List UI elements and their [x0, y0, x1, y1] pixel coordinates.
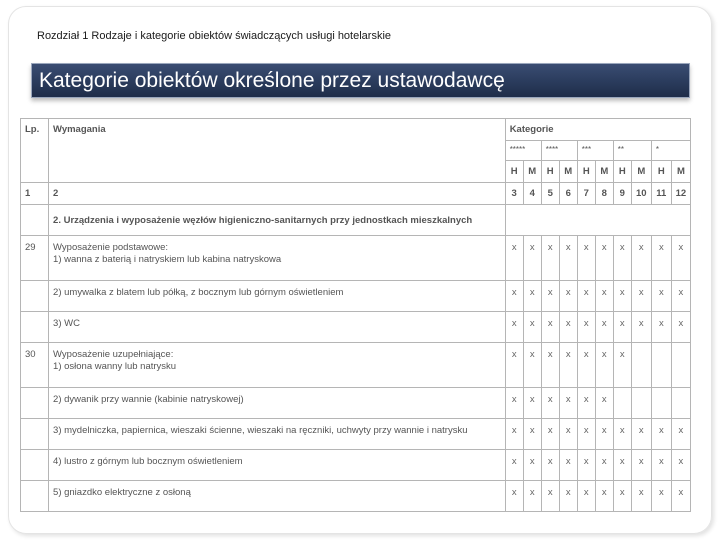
mark-cell: x	[505, 236, 523, 281]
mark-cell: x	[505, 281, 523, 312]
stars-3: ***	[577, 141, 613, 161]
number-cell: 2	[49, 183, 506, 205]
table-row	[21, 281, 691, 312]
mark-cell: x	[651, 481, 671, 512]
mark-cell	[613, 388, 631, 419]
mark-cell: x	[631, 281, 651, 312]
row-description	[49, 281, 506, 312]
mark-cell: x	[577, 343, 595, 388]
mark-cell: x	[559, 343, 577, 388]
row-lp	[21, 481, 49, 512]
hm-cell: M	[671, 161, 690, 183]
row-lp	[21, 388, 49, 419]
mark-cell: x	[577, 450, 595, 481]
mark-cell: x	[523, 312, 541, 343]
row-description-line: 1) osłona wanny lub natrysku	[53, 361, 177, 372]
mark-cell: x	[631, 481, 651, 512]
mark-cell: x	[595, 388, 613, 419]
mark-cell: x	[613, 312, 631, 343]
mark-cell: x	[613, 236, 631, 281]
mark-cell: x	[541, 312, 559, 343]
section-empty-cell	[505, 205, 690, 236]
row-description-line: 3) mydelniczka, papiernica, wieszaki ścienne, wieszaki na ręczniki, uchwyty przy wannie i natrysku	[53, 425, 468, 436]
number-cell: 8	[595, 183, 613, 205]
mark-cell	[631, 388, 651, 419]
number-cell: 9	[613, 183, 631, 205]
chapter-title: Rozdział 1 Rodzaje i kategorie obiektów świadczących usługi hotelarskie	[37, 30, 392, 42]
mark-cell: x	[613, 419, 631, 450]
mark-cell: x	[671, 450, 690, 481]
number-cell: 10	[631, 183, 651, 205]
mark-cell: x	[577, 281, 595, 312]
mark-cell: x	[631, 450, 651, 481]
number-cell: 11	[651, 183, 671, 205]
hm-cell: H	[577, 161, 595, 183]
header-lp: Lp.	[21, 119, 49, 183]
mark-cell: x	[595, 281, 613, 312]
mark-cell: x	[505, 343, 523, 388]
hm-cell: H	[651, 161, 671, 183]
mark-cell: x	[577, 481, 595, 512]
mark-cell: x	[559, 450, 577, 481]
number-cell: 4	[523, 183, 541, 205]
mark-cell	[651, 343, 671, 388]
title-banner	[31, 63, 690, 98]
header-categories: Kategorie	[505, 119, 690, 141]
mark-cell: x	[505, 481, 523, 512]
mark-cell: x	[651, 312, 671, 343]
slide-title: Kategorie obiektów określone przez ustawodawcę	[39, 69, 505, 92]
mark-cell: x	[595, 312, 613, 343]
mark-cell: x	[559, 236, 577, 281]
mark-cell: x	[577, 388, 595, 419]
mark-cell: x	[523, 388, 541, 419]
mark-cell: x	[541, 343, 559, 388]
row-description	[49, 481, 506, 512]
table-row	[21, 312, 691, 343]
header-requirements: Wymagania	[49, 119, 506, 183]
number-cell: 12	[671, 183, 690, 205]
mark-cell: x	[505, 450, 523, 481]
mark-cell: x	[559, 388, 577, 419]
mark-cell: x	[613, 450, 631, 481]
mark-cell: x	[505, 312, 523, 343]
row-description-line: 2) dywanik przy wannie (kabinie natryskowej)	[53, 394, 244, 405]
mark-cell: x	[541, 281, 559, 312]
mark-cell: x	[523, 419, 541, 450]
mark-cell: x	[671, 481, 690, 512]
table-row	[21, 419, 691, 450]
row-lp	[21, 419, 49, 450]
table-row	[21, 481, 691, 512]
section-title: 2. Urządzenia i wyposażenie węzłów higieniczno-sanitarnych przy jednostkach mieszkalnych	[49, 205, 506, 236]
mark-cell: x	[595, 481, 613, 512]
table-row	[21, 450, 691, 481]
mark-cell: x	[651, 419, 671, 450]
hm-cell: M	[631, 161, 651, 183]
mark-cell: x	[671, 236, 690, 281]
mark-cell: x	[541, 236, 559, 281]
row-description	[49, 388, 506, 419]
mark-cell: x	[523, 450, 541, 481]
mark-cell: x	[595, 343, 613, 388]
row-description-line: 5) gniazdko elektryczne z osłoną	[53, 487, 191, 498]
row-description	[49, 312, 506, 343]
mark-cell: x	[577, 312, 595, 343]
mark-cell	[671, 343, 690, 388]
hm-cell: M	[523, 161, 541, 183]
mark-cell: x	[559, 481, 577, 512]
mark-cell: x	[541, 388, 559, 419]
mark-cell: x	[505, 419, 523, 450]
mark-cell: x	[613, 281, 631, 312]
mark-cell: x	[595, 236, 613, 281]
requirements-table	[20, 118, 691, 512]
number-cell: 3	[505, 183, 523, 205]
mark-cell: x	[671, 312, 690, 343]
mark-cell: x	[523, 481, 541, 512]
mark-cell: x	[577, 419, 595, 450]
mark-cell	[671, 388, 690, 419]
row-description-line: 3) WC	[53, 318, 80, 329]
mark-cell: x	[651, 281, 671, 312]
number-cell: 5	[541, 183, 559, 205]
hm-cell: M	[595, 161, 613, 183]
stars-2: **	[613, 141, 651, 161]
row-lp	[21, 281, 49, 312]
table-row	[21, 343, 691, 388]
row-description	[49, 419, 506, 450]
mark-cell: x	[595, 419, 613, 450]
table-row	[21, 236, 691, 281]
mark-cell: x	[613, 343, 631, 388]
row-description	[49, 343, 506, 388]
mark-cell: x	[577, 236, 595, 281]
row-description	[49, 450, 506, 481]
hm-cell: M	[559, 161, 577, 183]
row-lp: 30	[21, 343, 49, 388]
mark-cell: x	[651, 236, 671, 281]
row-description	[49, 236, 506, 281]
mark-cell: x	[559, 281, 577, 312]
hm-cell: H	[541, 161, 559, 183]
row-description-line: Wyposażenie uzupełniające:	[53, 349, 174, 360]
mark-cell: x	[651, 450, 671, 481]
mark-cell: x	[541, 481, 559, 512]
stars-5: *****	[505, 141, 541, 161]
mark-cell: x	[523, 343, 541, 388]
mark-cell: x	[541, 450, 559, 481]
row-lp	[21, 450, 49, 481]
number-cell: 1	[21, 183, 49, 205]
number-cell: 7	[577, 183, 595, 205]
hm-cell: H	[613, 161, 631, 183]
row-description-line: 4) lustro z górnym lub bocznym oświetleniem	[53, 456, 243, 467]
mark-cell: x	[671, 419, 690, 450]
mark-cell: x	[613, 481, 631, 512]
mark-cell: x	[631, 312, 651, 343]
mark-cell: x	[631, 419, 651, 450]
number-cell: 6	[559, 183, 577, 205]
hm-cell: H	[505, 161, 523, 183]
stars-1: *	[651, 141, 690, 161]
row-lp	[21, 312, 49, 343]
table-row	[21, 388, 691, 419]
mark-cell: x	[541, 419, 559, 450]
mark-cell: x	[505, 388, 523, 419]
mark-cell: x	[631, 236, 651, 281]
mark-cell: x	[523, 281, 541, 312]
mark-cell: x	[595, 450, 613, 481]
row-description-line: 1) wanna z baterią i natryskiem lub kabina natryskowa	[53, 254, 282, 265]
mark-cell: x	[523, 236, 541, 281]
mark-cell: x	[559, 419, 577, 450]
mark-cell: x	[671, 281, 690, 312]
mark-cell: x	[559, 312, 577, 343]
row-lp: 29	[21, 236, 49, 281]
row-description-line: 2) umywalka z blatem lub półką, z bocznym lub górnym oświetleniem	[53, 287, 344, 298]
mark-cell	[651, 388, 671, 419]
stars-4: ****	[541, 141, 577, 161]
section-lp-cell	[21, 205, 49, 236]
mark-cell	[631, 343, 651, 388]
row-description-line: Wyposażenie podstawowe:	[53, 242, 169, 253]
